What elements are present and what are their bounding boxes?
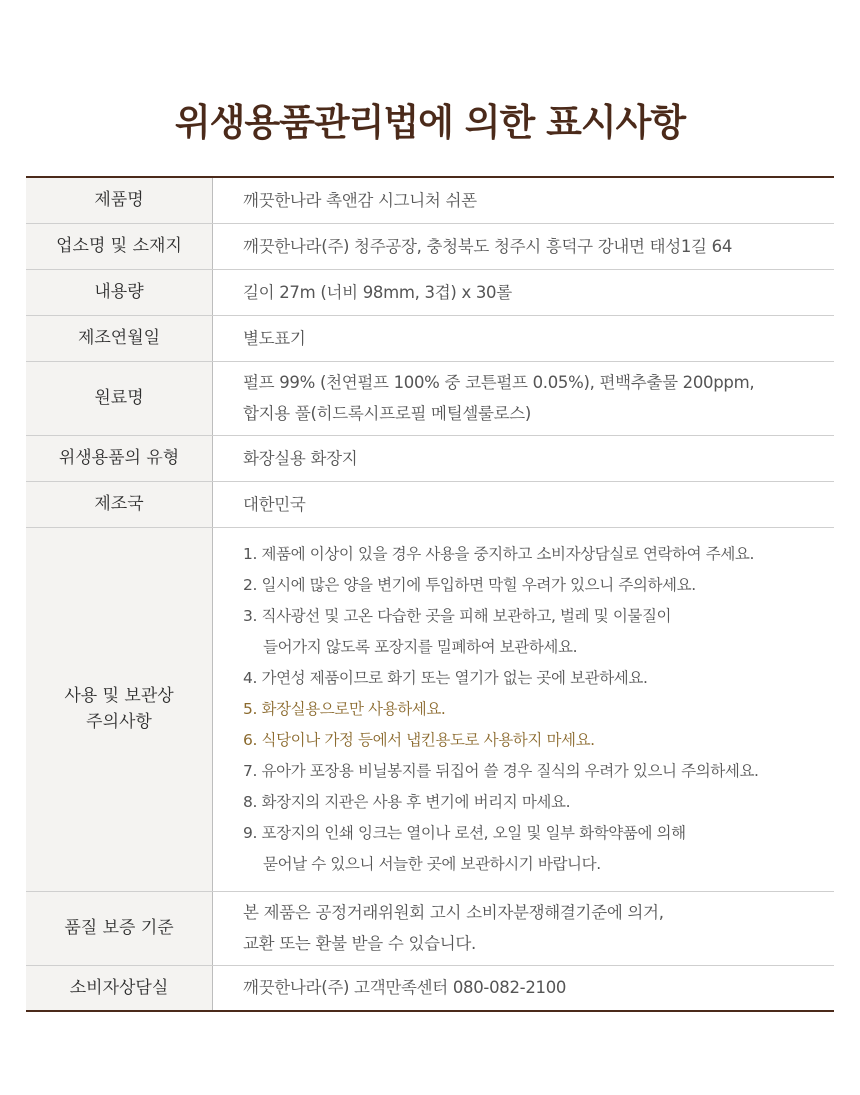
quality-guarantee-line-1: 본 제품은 공정거래위원회 고시 소비자분쟁해결기준에 의거, (243, 903, 664, 922)
row-manufacture-date (26, 315, 834, 361)
ingredients-line-1: 펄프 99% (천연펄프 100% 중 코튼펄프 0.05%), 편백추출물 200ppm, (243, 373, 755, 392)
row-quality-guarantee (26, 891, 834, 965)
row-precautions (26, 527, 834, 891)
label-manufacture-date: 제조연월일 (26, 315, 213, 361)
label-info-table (26, 176, 834, 1012)
precautions-list (243, 539, 828, 880)
label-ingredients: 원료명 (26, 361, 213, 435)
row-business-address (26, 223, 834, 269)
page-title: 위생용품관리법에 의한 표시사항 (174, 101, 686, 144)
manufacture-date-text: 별도표기 (243, 328, 306, 348)
label-product-name: 제품명 (26, 177, 213, 223)
label-customer-center: 소비자상담실 (26, 965, 213, 1011)
value-contents (213, 269, 835, 315)
row-ingredients (26, 361, 834, 435)
contents-text: 길이 27m (너비 98mm, 3겹) x 30롤 (243, 282, 512, 302)
row-customer-center (26, 965, 834, 1011)
label-product-type: 위생용품의 유형 (26, 435, 213, 481)
precaution-item-6: 6. 식당이나 가정 등에서 냅킨용도로 사용하지 마세요. (243, 730, 595, 749)
business-address-text: 깨끗한나라(주) 청주공장, 충청북도 청주시 흥덕구 강내면 태성1길 64 (243, 236, 733, 256)
precaution-item-3: 3. 직사광선 및 고온 다습한 곳을 피해 보관하고, 벌레 및 이물질이 들어가지 않도록 포장지를 밀폐하여 보관하세요. (243, 601, 828, 663)
value-precautions (213, 527, 835, 891)
label-contents: 내용량 (26, 269, 213, 315)
label-precautions (26, 527, 213, 891)
row-country (26, 481, 834, 527)
row-product-name (26, 177, 834, 223)
value-customer-center (213, 965, 835, 1011)
precaution-item-9-cont: 묻어날 수 있으니 서늘한 곳에 보관하시기 바랍니다. (263, 854, 601, 873)
customer-center-text: 깨끗한나라(주) 고객만족센터 080-082-2100 (243, 978, 567, 998)
value-product-type (213, 435, 835, 481)
country-text: 대한민국 (243, 494, 306, 514)
product-type-text: 화장실용 화장지 (243, 448, 358, 468)
precaution-item-7: 7. 유아가 포장용 비닐봉지를 뒤집어 쓸 경우 질식의 우려가 있으니 주의하세요. (243, 761, 759, 780)
value-country (213, 481, 835, 527)
value-product-name (213, 177, 835, 223)
quality-guarantee-line-2: 교환 또는 환불 받을 수 있습니다. (243, 934, 476, 953)
label-quality-guarantee: 품질 보증 기준 (26, 891, 213, 965)
row-product-type (26, 435, 834, 481)
precaution-item-4: 4. 가연성 제품이므로 화기 또는 열기가 없는 곳에 보관하세요. (243, 668, 648, 687)
row-contents (26, 269, 834, 315)
value-ingredients (213, 361, 835, 435)
precaution-item-5: 5. 화장실용으로만 사용하세요. (243, 699, 446, 718)
precaution-item-9: 9. 포장지의 인쇄 잉크는 열이나 로션, 오일 및 일부 화학약품에 의해 묻어날 수 있으니 서늘한 곳에 보관하시기 바랍니다. (243, 818, 828, 880)
label-country: 제조국 (26, 481, 213, 527)
precaution-item-8: 8. 화장지의 지관은 사용 후 변기에 버리지 마세요. (243, 792, 571, 811)
precautions-label-line-2: 주의사항 (86, 712, 152, 732)
label-business-address: 업소명 및 소재지 (26, 223, 213, 269)
ingredients-line-2: 합지용 풀(히드록시프로필 메틸셀룰로스) (243, 404, 532, 423)
value-quality-guarantee (213, 891, 835, 965)
precaution-item-3-cont: 들어가지 않도록 포장지를 밀폐하여 보관하세요. (263, 637, 578, 656)
product-name-text: 깨끗한나라 촉앤감 시그니처 쉬폰 (243, 190, 477, 210)
value-business-address (213, 223, 835, 269)
precaution-item-2: 2. 일시에 많은 양을 변기에 투입하면 막힐 우려가 있으니 주의하세요. (243, 575, 696, 594)
value-manufacture-date (213, 315, 835, 361)
precaution-item-1: 1. 제품에 이상이 있을 경우 사용을 중지하고 소비자상담실로 연락하여 주세요. (243, 544, 755, 563)
precautions-label-line-1: 사용 및 보관상 (64, 686, 174, 706)
